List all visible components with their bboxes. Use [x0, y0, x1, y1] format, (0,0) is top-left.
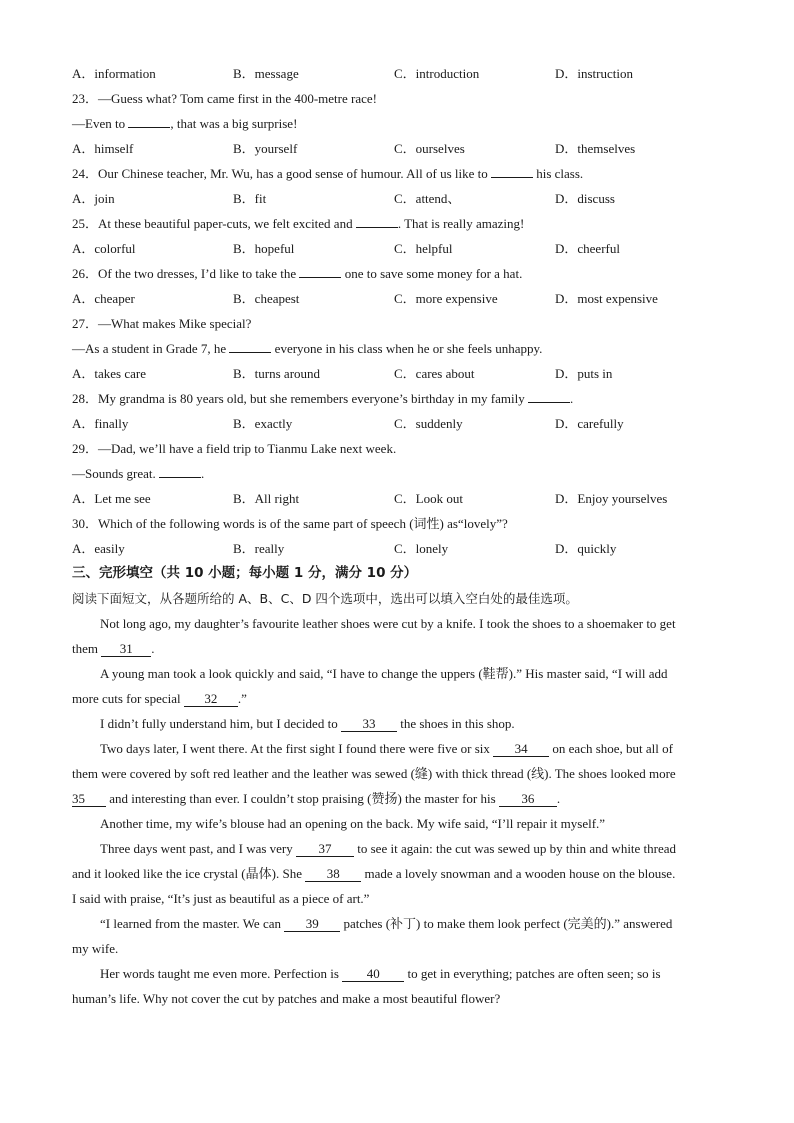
- passage-text: more cuts for special: [72, 691, 184, 706]
- passage-text: .: [151, 641, 155, 656]
- q25-blank: [356, 215, 398, 228]
- q30-option-c[interactable]: C．lonely: [394, 541, 449, 556]
- passage-p6-line2: [72, 865, 732, 883]
- q26-option-b[interactable]: B．cheapest: [233, 291, 300, 306]
- q29-line2: [72, 465, 732, 483]
- q27-line2-post: everyone in his class when he or she feels unhappy.: [271, 341, 543, 356]
- q27-options: [72, 365, 732, 383]
- passage-text: and interesting than ever. I couldn’t stop praising (赞扬) the master for his: [106, 791, 499, 806]
- q27-stem: 27．—What makes Mike special?: [72, 316, 252, 331]
- q25-post: . That is really amazing!: [397, 216, 525, 231]
- q29-option-a[interactable]: A．Let me see: [72, 491, 151, 506]
- q30-option-d[interactable]: D．quickly: [555, 541, 617, 556]
- q23-option-d[interactable]: D．themselves: [555, 141, 636, 156]
- q23-blank: [128, 115, 170, 128]
- blank-38[interactable]: 38: [305, 867, 361, 882]
- q27-blank: [229, 340, 271, 353]
- q23-line2: [72, 115, 732, 133]
- blank-37[interactable]: 37: [296, 842, 354, 857]
- q26-post: one to save some money for a hat.: [341, 266, 523, 281]
- q28-pre: 28．My grandma is 80 years old, but she remembers everyone’s birthday in my family: [72, 391, 528, 406]
- q28-blank: [528, 390, 570, 403]
- passage-p6-line1: [72, 840, 732, 858]
- passage-p1-line2: [72, 640, 732, 658]
- passage-text: Her words taught me even more. Perfection is: [100, 966, 343, 981]
- passage-p6-line3: I said with praise, “It’s just as beautiful as a piece of art.”: [72, 891, 370, 906]
- q28-option-c[interactable]: C．suddenly: [394, 416, 463, 431]
- q24-option-c[interactable]: C．attend、: [394, 191, 461, 206]
- blank-35[interactable]: 35: [72, 792, 106, 807]
- passage-text: “I learned from the master. We can: [100, 916, 285, 931]
- q30-option-b[interactable]: B．really: [233, 541, 285, 556]
- q24-stem: [72, 165, 732, 183]
- q24-option-b[interactable]: B．fit: [233, 191, 267, 206]
- q23-options: [72, 140, 732, 158]
- q27-option-b[interactable]: B．turns around: [233, 366, 321, 381]
- passage-text: to get in everything; patches are often seen; so is: [404, 966, 661, 981]
- passage-p2-line2: [72, 690, 732, 708]
- q28-options: [72, 415, 732, 433]
- passage-p7-line1: [72, 915, 732, 933]
- section3-heading: 三、完形填空（共 10 小题；每小题 1 分，满分 10 分）: [72, 565, 418, 581]
- q27-option-d[interactable]: D．puts in: [555, 366, 613, 381]
- q22-options: [72, 65, 732, 83]
- q24-pre: 24．Our Chinese teacher, Mr. Wu, has a good sense of humour. All of us like to: [72, 166, 491, 181]
- q29-option-d[interactable]: D．Enjoy yourselves: [555, 491, 668, 506]
- blank-34[interactable]: 34: [493, 742, 549, 757]
- passage-text: and it looked like the ice crystal (晶体). She: [72, 866, 306, 881]
- q29-option-b[interactable]: B．All right: [233, 491, 300, 506]
- q25-option-a[interactable]: A．colorful: [72, 241, 136, 256]
- q25-pre: 25．At these beautiful paper-cuts, we felt excited and: [72, 216, 356, 231]
- section3-instruction: 阅读下面短文，从各题所给的 A、B、C、D 四个选项中，选出可以填入空白处的最佳选项。: [72, 591, 578, 606]
- q24-option-a[interactable]: A．join: [72, 191, 115, 206]
- q23-stem: 23．—Guess what? Tom came first in the 400-metre race!: [72, 91, 377, 106]
- q25-option-d[interactable]: D．cheerful: [555, 241, 620, 256]
- q26-options: [72, 290, 732, 308]
- blank-33[interactable]: 33: [341, 717, 397, 732]
- q25-stem: [72, 215, 732, 233]
- q26-option-d[interactable]: D．most expensive: [555, 291, 658, 306]
- passage-text: to see it again: the cut was sewed up by thin and white thread: [354, 841, 677, 856]
- q28-stem: [72, 390, 732, 408]
- passage-p3: [72, 715, 732, 733]
- q30-stem: 30．Which of the following words is of the same part of speech (词性) as“lovely”?: [72, 516, 508, 531]
- passage-p4-line2: them were covered by soft red leather and the leather was sewed (缝) with thick thread (线). The shoes looked more: [72, 766, 676, 781]
- q25-option-c[interactable]: C．helpful: [394, 241, 453, 256]
- passage-p7-line2: my wife.: [72, 941, 119, 956]
- q24-options: [72, 190, 732, 208]
- q29-line2-post: .: [201, 466, 205, 481]
- q27-line2: [72, 340, 732, 358]
- passage-text: .”: [237, 691, 247, 706]
- passage-p5: Another time, my wife’s blouse had an opening on the back. My wife said, “I’ll repair it myself.”: [100, 816, 606, 831]
- blank-32[interactable]: 32: [184, 692, 238, 707]
- q23-line2-pre: —Even to: [72, 116, 129, 131]
- q29-stem: 29．—Dad, we’ll have a field trip to Tianmu Lake next week.: [72, 441, 397, 456]
- passage-text: on each shoe, but all of: [549, 741, 673, 756]
- blank-40[interactable]: 40: [342, 967, 404, 982]
- q28-option-a[interactable]: A．finally: [72, 416, 129, 431]
- q29-option-c[interactable]: C．Look out: [394, 491, 463, 506]
- blank-39[interactable]: 39: [284, 917, 340, 932]
- q23-option-a[interactable]: A．himself: [72, 141, 134, 156]
- q22-option-b[interactable]: B．message: [233, 66, 299, 81]
- q28-option-b[interactable]: B．exactly: [233, 416, 293, 431]
- blank-31[interactable]: 31: [101, 642, 151, 657]
- q30-options: [72, 540, 732, 558]
- q30-option-a[interactable]: A．easily: [72, 541, 125, 556]
- passage-p8-line2: human’s life. Why not cover the cut by patches and make a most beautiful flower?: [72, 991, 501, 1006]
- q28-option-d[interactable]: D．carefully: [555, 416, 624, 431]
- q27-option-a[interactable]: A．takes care: [72, 366, 146, 381]
- q22-option-d[interactable]: D．instruction: [555, 66, 633, 81]
- q24-blank: [491, 165, 533, 178]
- passage-text: .: [556, 791, 561, 806]
- q23-line2-post: , that was a big surprise!: [170, 116, 298, 131]
- q27-option-c[interactable]: C．cares about: [394, 366, 475, 381]
- passage-text: Three days went past, and I was very: [100, 841, 297, 856]
- q25-options: [72, 240, 732, 258]
- passage-p4-line3: [72, 790, 732, 808]
- q29-blank: [159, 465, 201, 478]
- passage-text: Two days later, I went there. At the first sight I found there were five or six: [100, 741, 494, 756]
- q26-option-a[interactable]: A．cheaper: [72, 291, 135, 306]
- q23-option-c[interactable]: C．ourselves: [394, 141, 465, 156]
- passage-p4-line1: [72, 740, 732, 758]
- passage-text: patches (补丁) to make them look perfect (完美的).” answered: [340, 916, 673, 931]
- q22-option-c[interactable]: C．introduction: [394, 66, 480, 81]
- q24-option-d[interactable]: D．discuss: [555, 191, 615, 206]
- q26-blank: [299, 265, 341, 278]
- q26-pre: 26．Of the two dresses, I’d like to take the: [72, 266, 300, 281]
- passage-p1-line1: Not long ago, my daughter’s favourite leather shoes were cut by a knife. I took the shoes to a shoemaker to get: [100, 616, 676, 631]
- q26-stem: [72, 265, 732, 283]
- q23-option-b[interactable]: B．yourself: [233, 141, 298, 156]
- q27-line2-pre: —As a student in Grade 7, he: [72, 341, 230, 356]
- q28-post: .: [569, 391, 574, 406]
- passage-p8-line1: [72, 965, 732, 983]
- q25-option-b[interactable]: B．hopeful: [233, 241, 295, 256]
- blank-36[interactable]: 36: [499, 792, 557, 807]
- passage-text: I didn’t fully understand him, but I decided to: [100, 716, 341, 731]
- passage-text: the shoes in this shop.: [396, 716, 515, 731]
- passage-text: made a lovely snowman and a wooden house on the blouse.: [361, 866, 676, 881]
- passage-p2-line1: A young man took a look quickly and said, “I have to change the uppers (鞋帮).” His master said, “I will add: [100, 666, 668, 681]
- q29-options: [72, 490, 732, 508]
- q24-post: his class.: [532, 166, 584, 181]
- q29-line2-pre: —Sounds great.: [72, 466, 160, 481]
- q26-option-c[interactable]: C．more expensive: [394, 291, 498, 306]
- passage-text: them: [72, 641, 102, 656]
- q22-option-a[interactable]: A．information: [72, 66, 156, 81]
